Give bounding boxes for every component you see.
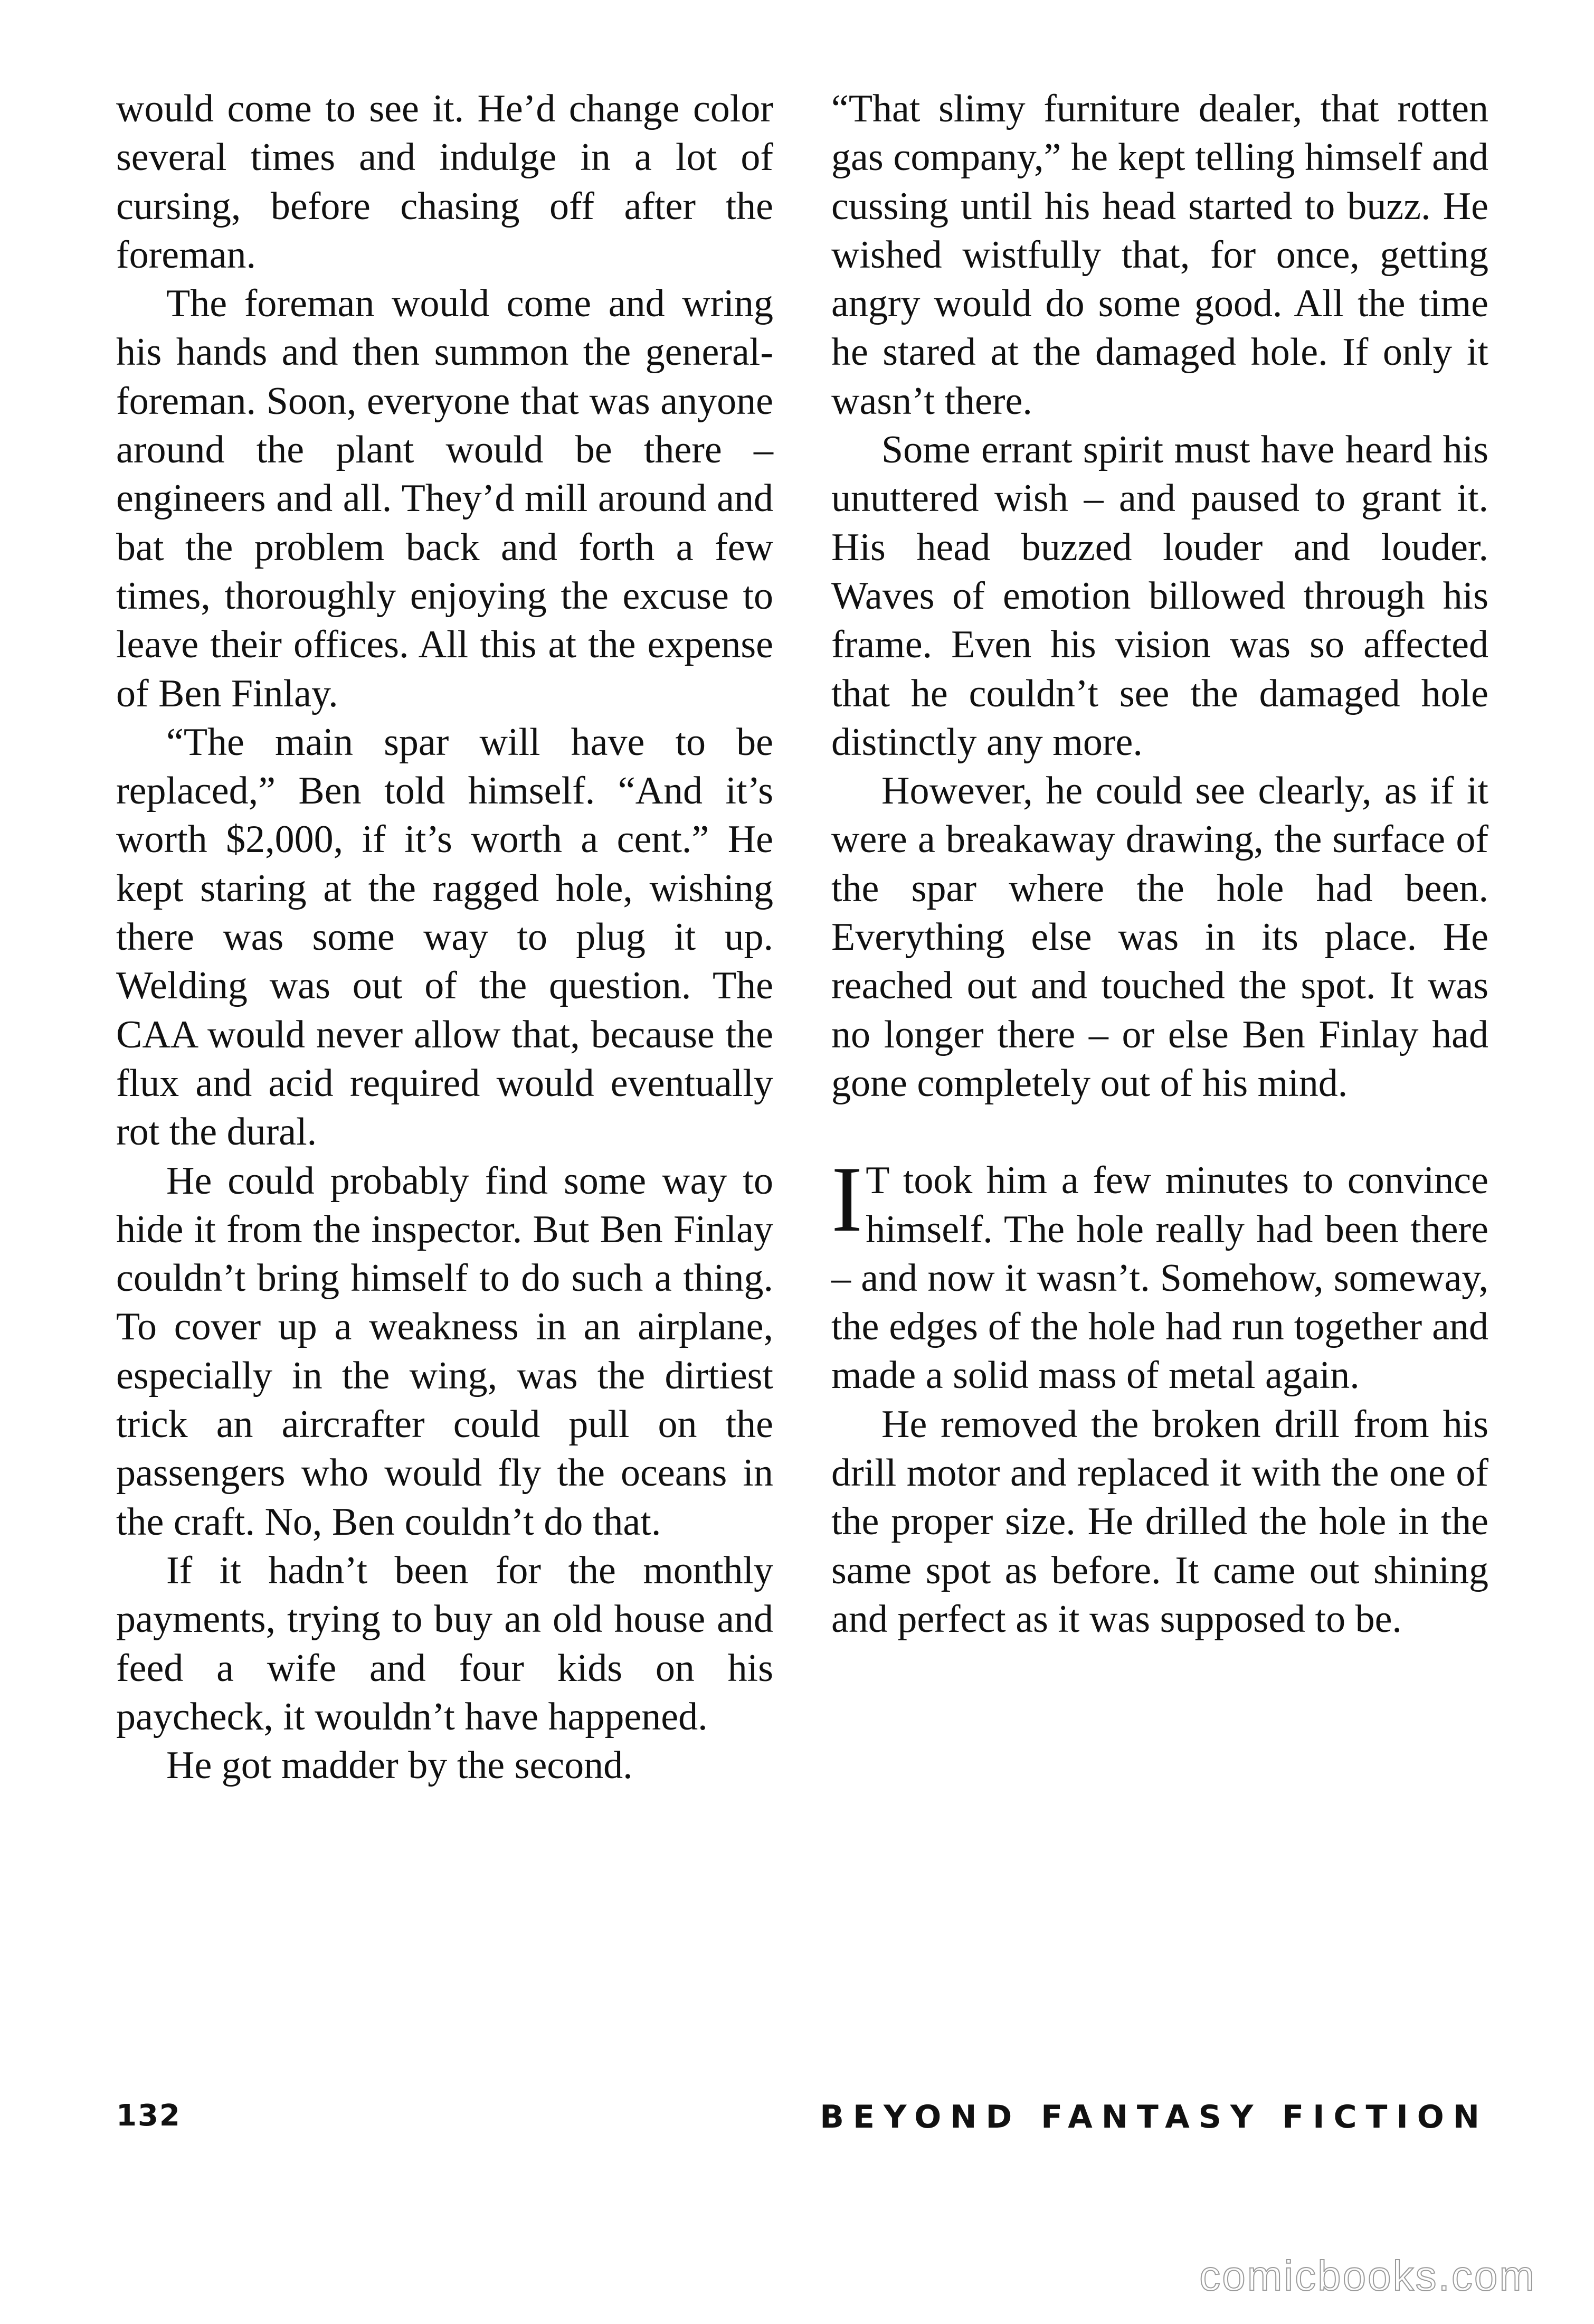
paragraph: He could probably find some way to hide it from the inspector. But Ben Finlay couldn’t bring himself to do such a thing. To cover up a weakness in an airplane, especially in the wing, was the dirtiest trick an aircrafter could pull on the passengers who would fly the oceans in the craft. No, Ben couldn’t do that. [116,1159,773,1544]
page-number: 132 [116,2099,181,2133]
section-break [831,1108,1488,1156]
paragraph: He got madder by the second. [166,1744,633,1788]
right-column [831,84,1488,1643]
paragraph: Some errant spirit must have heard his unuttered wish – and paused to grant it. His head buzzed louder and louder. Waves of emotion billowed through his frame. Even his vision was so affected that he couldn’t see the damaged hole distinctly any more. [831,428,1488,764]
drop-cap: I [831,1147,863,1252]
paragraph: However, he could see clearly, as if it were a breakaway drawing, the surface of the spar where the hole had been. Everything else was in its place. He reached out and touched the spot. It was no longer there – or else Ben Finlay had gone completely out of his mind. [831,769,1488,1105]
paragraph: If it hadn’t been for the monthly payments, trying to buy an old house and feed a wife and four kids on his paycheck, it wouldn’t have happened. [116,1548,773,1739]
paragraph: would come to see it. He’d change color several times and indulge in a lot of cursing, before chasing off after the foreman. [116,87,773,277]
dropcap-paragraph-text: T took him a few minutes to convince himself. The hole really had been there – and now it wasn’t. Somehow, someway, the edges of the hole had run together and made a solid mass of metal again. [831,1159,1488,1397]
watermark: comicbooks.com [1199,2252,1536,2299]
paragraph: The foreman would come and wring his hands and then summon the general-foreman. Soon, everyone that was anyone around the plant would be there – engineers and all. They’d mill around and bat the problem back and forth a few times, thoroughly enjoying the excuse to leave their offices. All this at the expense of Ben Finlay. [116,282,773,715]
dropcap-paragraph [831,1147,1488,1400]
paragraph: “The main spar will have to be replaced,” Ben told himself. “And it’s worth $2,000, if it’s worth a cent.” He kept staring at the ragged hole, wishing there was some way to plug it up. Welding was out of the question. The CAA would never allow that, because the flux and acid required would eventually rot the dural. [116,720,773,1154]
running-title: BEYOND FANTASY FICTION [820,2099,1488,2136]
paragraph: “That slimy furniture dealer, that rotten gas company,” he kept telling himself and cussing until his head started to buzz. He wished wistfully that, for once, getting angry would do some good. All the time he stared at the damaged hole. If only it wasn’t there. [831,87,1488,423]
left-column [116,84,773,1790]
paragraph: He removed the broken drill from his drill motor and replaced it with the one of the proper size. He drilled the hole in the same spot as before. It came out shining and perfect as it was supposed to be. [831,1402,1488,1641]
